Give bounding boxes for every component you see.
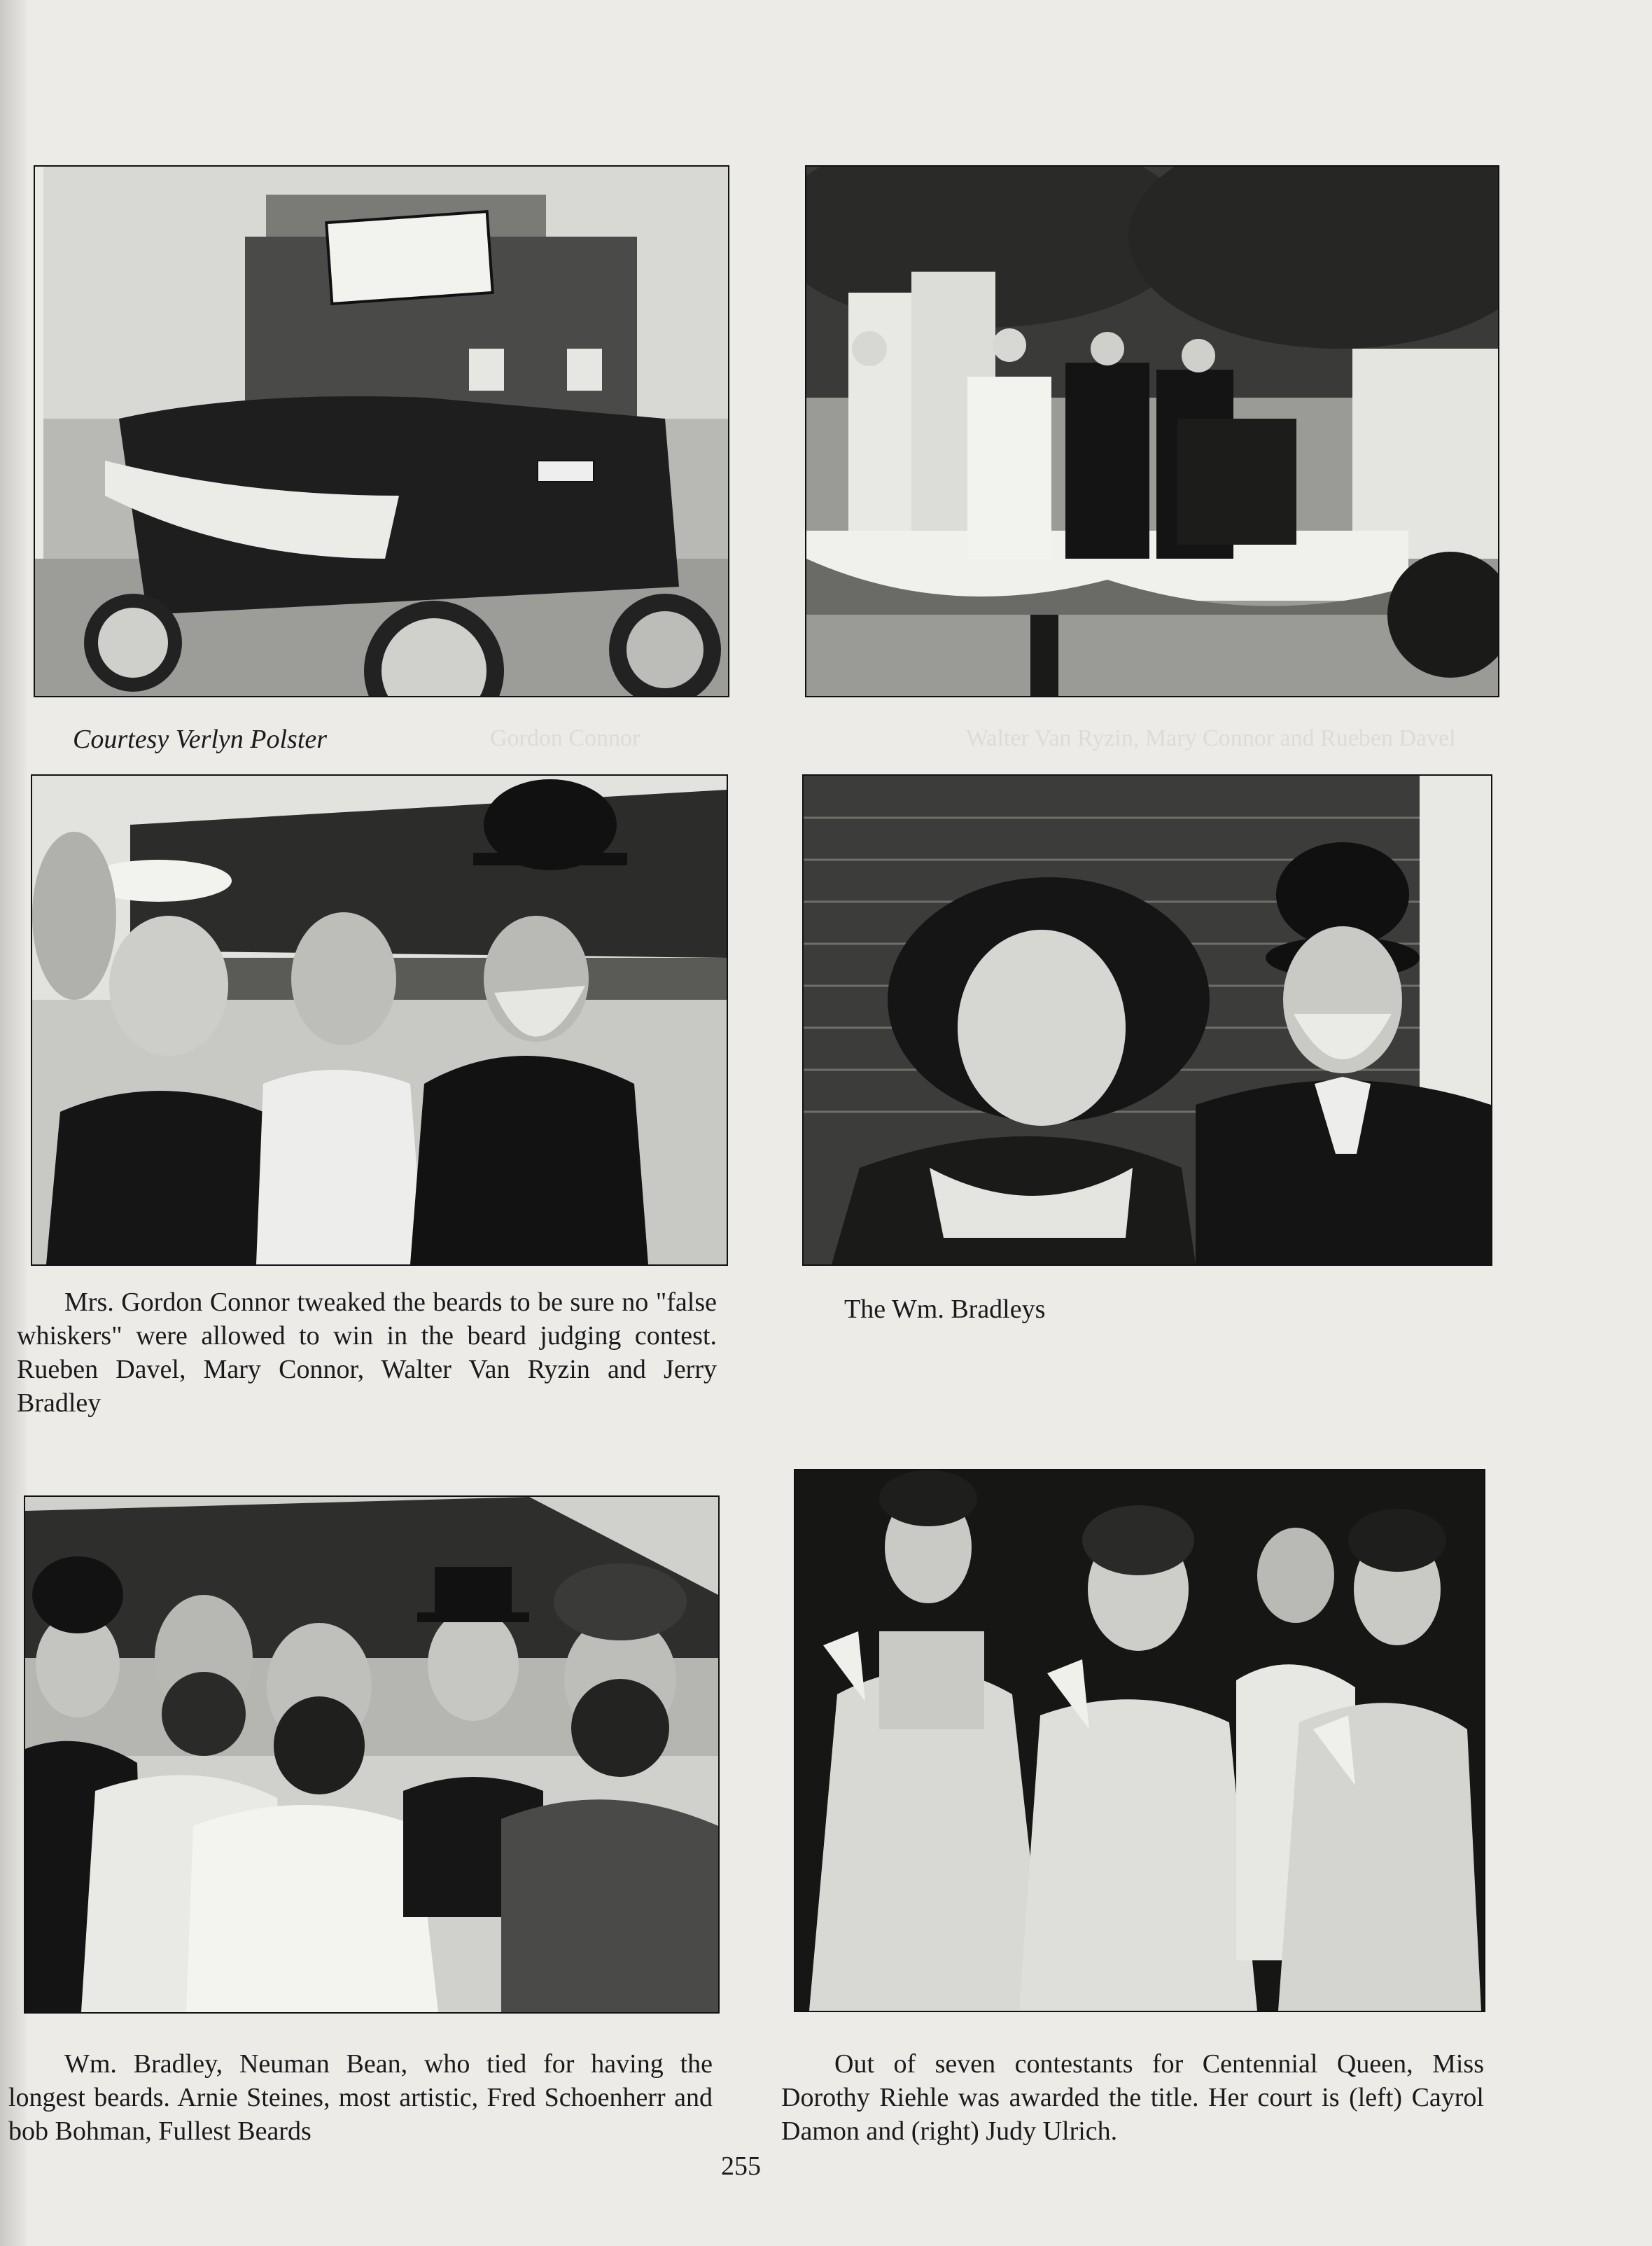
photo-wm-bradleys <box>802 774 1492 1266</box>
caption-bearded-men: Wm. Bradley, Neuman Bean, who tied for having the longest beards. Arnie Steines, most artistic, Fred Schoenherr and bob Bohman, Fullest Beards <box>8 2049 713 2146</box>
bleed-through-text-left: Gordon Connor <box>490 725 640 751</box>
caption-wm-bradleys: The Wm. Bradleys <box>844 1295 1046 1324</box>
caption-centennial-queen: Out of seven contestants for Centennial Queen, Miss Dorothy Riehle was awarded the title. Her court is (left) Cayrol Damon and (right) Judy Ulrich. <box>781 2049 1484 2146</box>
photo-credit: Courtesy Verlyn Polster <box>73 725 328 754</box>
bleed-through-text-right: Walter Van Ryzin, Mary Connor and Rueben Davel <box>966 725 1456 751</box>
photo-parade-float <box>805 165 1499 697</box>
caption-beard-judging: Mrs. Gordon Connor tweaked the beards to be sure no "false whiskers" were allowed to win in the beard judging contest. Rueben Davel, Mary Connor, Walter Van Ryzin and Jerry Bradley <box>17 1288 717 1418</box>
page-number: 255 <box>721 2151 761 2181</box>
photo-bearded-men <box>24 1495 720 2014</box>
photo-stratford-bank-car <box>34 165 729 697</box>
photo-centennial-queen <box>794 1469 1485 2012</box>
photo-beard-judging <box>31 774 728 1266</box>
page-gutter-shadow <box>0 0 27 2246</box>
